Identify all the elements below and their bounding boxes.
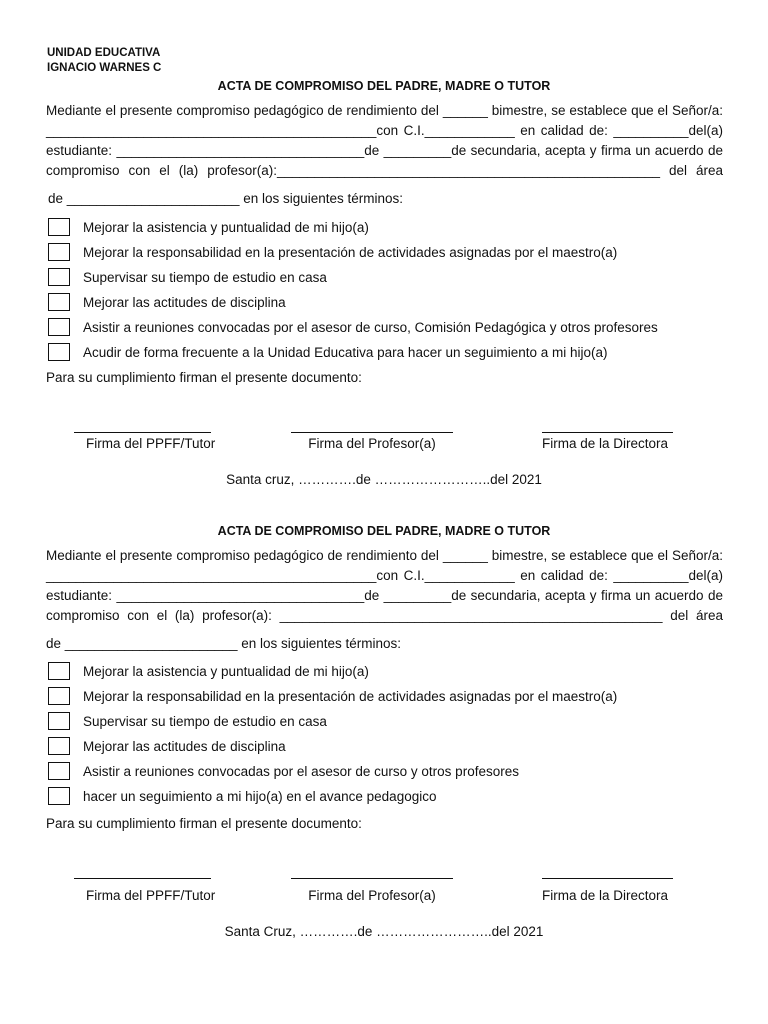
school-name-line2: IGNACIO WARNES C [47, 62, 162, 74]
checklist-item-label: Acudir de forma frecuente a la Unidad Educativa para hacer un seguimiento a mi hijo(a) [83, 345, 608, 360]
commitment-paragraph [46, 546, 723, 626]
terms-line: de _______________________ en los siguientes términos: [48, 191, 404, 206]
signature-line-teacher [291, 878, 453, 879]
checkbox[interactable] [48, 712, 70, 730]
signature-label-teacher: Firma del Profesor(a) [308, 888, 436, 903]
checkbox[interactable] [48, 243, 70, 261]
paragraph-line: Mediante el presente compromiso pedagógico de rendimiento del ______ bimestre, se establece que el Señor/a: [46, 103, 723, 118]
paragraph-line: estudiante: _________________________________de _________de secundaria, acepta y firma un acuerdo de [46, 143, 723, 158]
signature-label-tutor: Firma del PPFF/Tutor [86, 888, 216, 903]
date-line: Santa cruz, ………….de ……………………..del 2021 [226, 472, 542, 487]
checklist-item-label: Supervisar su tiempo de estudio en casa [83, 270, 327, 285]
checklist-item-label: Asistir a reuniones convocadas por el asesor de curso, Comisión Pedagógica y otros profesores [83, 320, 658, 335]
checkbox[interactable] [48, 343, 70, 361]
checkbox[interactable] [48, 293, 70, 311]
signature-line-teacher [291, 432, 453, 433]
signature-label-teacher: Firma del Profesor(a) [308, 436, 436, 451]
checklist-item-label: Asistir a reuniones convocadas por el asesor de curso y otros profesores [83, 764, 519, 779]
checkbox[interactable] [48, 318, 70, 336]
signature-line-director [542, 878, 673, 879]
checklist-item-label: Mejorar las actitudes de disciplina [83, 739, 286, 754]
date-line: Santa Cruz, ………….de ……………………..del 2021 [224, 924, 544, 939]
checkbox[interactable] [48, 218, 70, 236]
signature-label-director: Firma de la Directora [541, 436, 669, 451]
checkbox[interactable] [48, 268, 70, 286]
paragraph-line: Mediante el presente compromiso pedagógico de rendimiento del ______ bimestre, se establece que el Señor/a: [46, 548, 723, 563]
paragraph-line: compromiso con el (la) profesor(a): ___________________________________________________ del área [46, 608, 723, 623]
checklist-item-label: Supervisar su tiempo de estudio en casa [83, 714, 327, 729]
checkbox[interactable] [48, 787, 70, 805]
closing-text: Para su cumplimiento firman el presente documento: [46, 816, 362, 831]
paragraph-line: compromiso con el (la) profesor(a):___________________________________________________ del área [46, 163, 723, 178]
commitment-paragraph [46, 101, 723, 181]
checklist-item-label: Mejorar las actitudes de disciplina [83, 295, 286, 310]
checklist-item-label: hacer un seguimiento a mi hijo(a) en el avance pedagogico [83, 789, 437, 804]
checklist-item-label: Mejorar la asistencia y puntualidad de mi hijo(a) [83, 220, 369, 235]
paragraph-line: ____________________________________________con C.I.____________ en calidad de: __________del(a) [46, 123, 723, 138]
checkbox[interactable] [48, 737, 70, 755]
closing-text: Para su cumplimiento firman el presente documento: [46, 370, 362, 385]
checklist-item-label: Mejorar la responsabilidad en la presentación de actividades asignadas por el maestro(a) [83, 689, 618, 704]
signature-label-director: Firma de la Directora [541, 888, 669, 903]
checkbox[interactable] [48, 662, 70, 680]
school-header [47, 46, 161, 76]
checkbox[interactable] [48, 687, 70, 705]
checklist-item-label: Mejorar la responsabilidad en la presentación de actividades asignadas por el maestro(a) [83, 245, 618, 260]
form-title: ACTA DE COMPROMISO DEL PADRE, MADRE O TUTOR [217, 79, 551, 93]
signature-label-tutor: Firma del PPFF/Tutor [86, 436, 216, 451]
checkbox[interactable] [48, 762, 70, 780]
signature-line-tutor [74, 432, 211, 433]
signature-line-director [542, 432, 673, 433]
form-title: ACTA DE COMPROMISO DEL PADRE, MADRE O TUTOR [217, 524, 551, 538]
signature-line-tutor [74, 878, 211, 879]
terms-line: de _______________________ en los siguientes términos: [46, 636, 402, 651]
paragraph-line: estudiante: _________________________________de _________de secundaria, acepta y firma un acuerdo de [46, 588, 723, 603]
school-name-line1: UNIDAD EDUCATIVA [47, 47, 161, 59]
paragraph-line: ____________________________________________con C.I.____________ en calidad de: __________del(a) [46, 568, 723, 583]
checklist-item-label: Mejorar la asistencia y puntualidad de mi hijo(a) [83, 664, 369, 679]
